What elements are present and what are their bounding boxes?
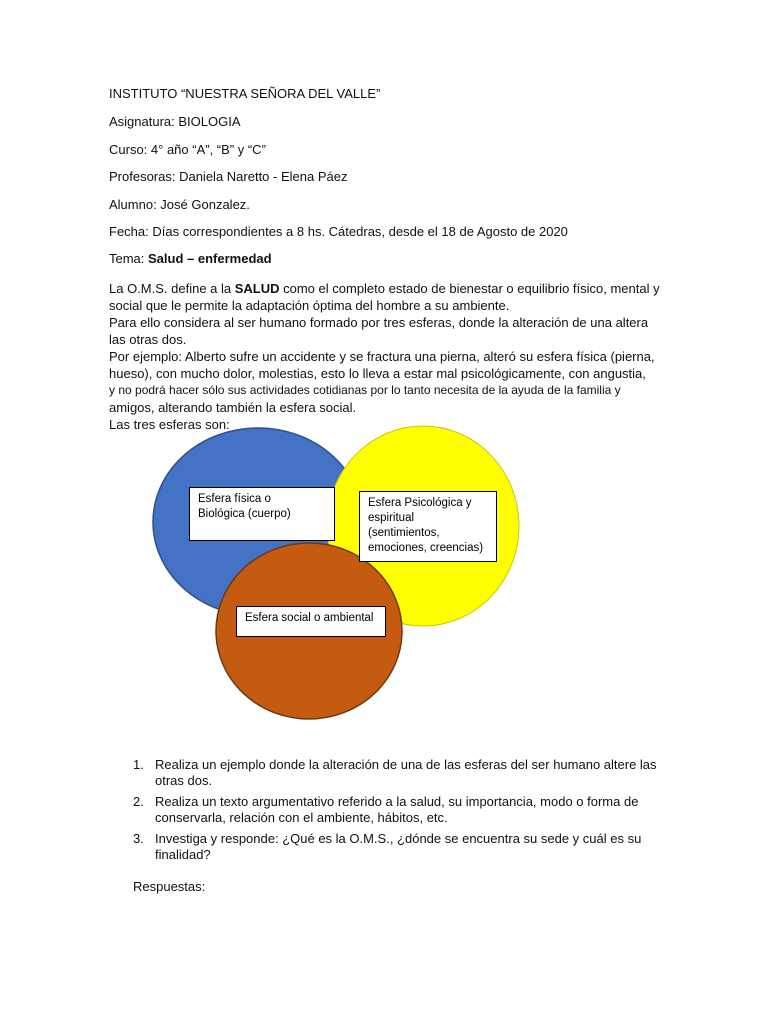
topic-prefix: Tema:	[109, 251, 149, 266]
physical-sphere-label	[189, 487, 335, 541]
task-item-3	[133, 831, 663, 863]
p1-end: como el completo estado de bienestar o equilibrio físico, mental y social que le permite la adaptación óptima del hombre a su ambiente.	[109, 281, 660, 313]
answers-label: Respuestas:	[133, 879, 206, 894]
paragraph-example: Por ejemplo: Alberto sufre un accidente y se fractura una pierna, alteró su esfera física (pierna, hueso), con mucho dolor, molestias, esto lo lleva a estar mal psicológicamente, con angustia,	[109, 349, 655, 381]
task-text: Realiza un texto argumentativo referido a la salud, su importancia, modo o forma de conservarla, relación con el ambiente, hábitos, etc.	[155, 794, 639, 825]
physical-label-line1: Esfera física o	[198, 493, 271, 505]
task-number: 2.	[133, 794, 144, 809]
paragraph-three-spheres: Para ello considera al ser humano formado por tres esferas, donde la alteración de una altera las otras dos.	[109, 315, 649, 347]
salud-keyword: SALUD	[234, 281, 280, 296]
teachers-line: Profesoras: Daniela Naretto - Elena Páez	[109, 169, 348, 184]
subject-line: Asignatura: BIOLOGIA	[109, 114, 241, 129]
institute-title: INSTITUTO “NUESTRA SEÑORA DEL VALLE”	[109, 86, 381, 101]
social-label-text: Esfera social o ambiental	[245, 612, 374, 624]
date-line: Fecha: Días correspondientes a 8 hs. Cátedras, desde el 18 de Agosto de 2020	[109, 224, 568, 239]
student-line: Alumno: José Gonzalez.	[109, 197, 250, 212]
psych-label-line3: (sentimientos,	[368, 527, 440, 539]
task-text: Investiga y responde: ¿Qué es la O.M.S., ¿dónde se encuentra su sede y cuál es su finalidad?	[155, 831, 642, 862]
psych-label-line1: Esfera Psicológica y	[368, 497, 472, 509]
task-number: 1.	[133, 757, 144, 772]
course-line: Curso: 4° año “A”, “B” y “C”	[109, 142, 266, 157]
task-text: Realiza un ejemplo donde la alteración de una de las esferas del ser humano altere las otras dos.	[155, 757, 657, 788]
topic-value: Salud – enfermedad	[148, 251, 272, 266]
paragraph-example-end: amigos, alterando también la esfera social.	[109, 400, 357, 415]
social-sphere-label	[236, 606, 386, 637]
paragraph-spheres-intro: Las tres esferas son:	[109, 417, 230, 432]
task-number: 3.	[133, 831, 144, 846]
p1-start: La O.M.S. define a la	[109, 281, 235, 296]
task-item-1	[133, 757, 663, 789]
psych-label-line2: espiritual	[368, 512, 415, 524]
psych-label-line4: emociones, creencias)	[368, 542, 484, 554]
paragraph-example-cont: y no podrá hacer sólo sus actividades cotidianas por lo tanto necesita de la ayuda de la familia y	[109, 383, 621, 397]
psych-sphere-label	[359, 491, 497, 562]
task-item-2	[133, 794, 663, 826]
task-list	[133, 757, 663, 868]
physical-label-line2: Biológica (cuerpo)	[198, 508, 291, 520]
